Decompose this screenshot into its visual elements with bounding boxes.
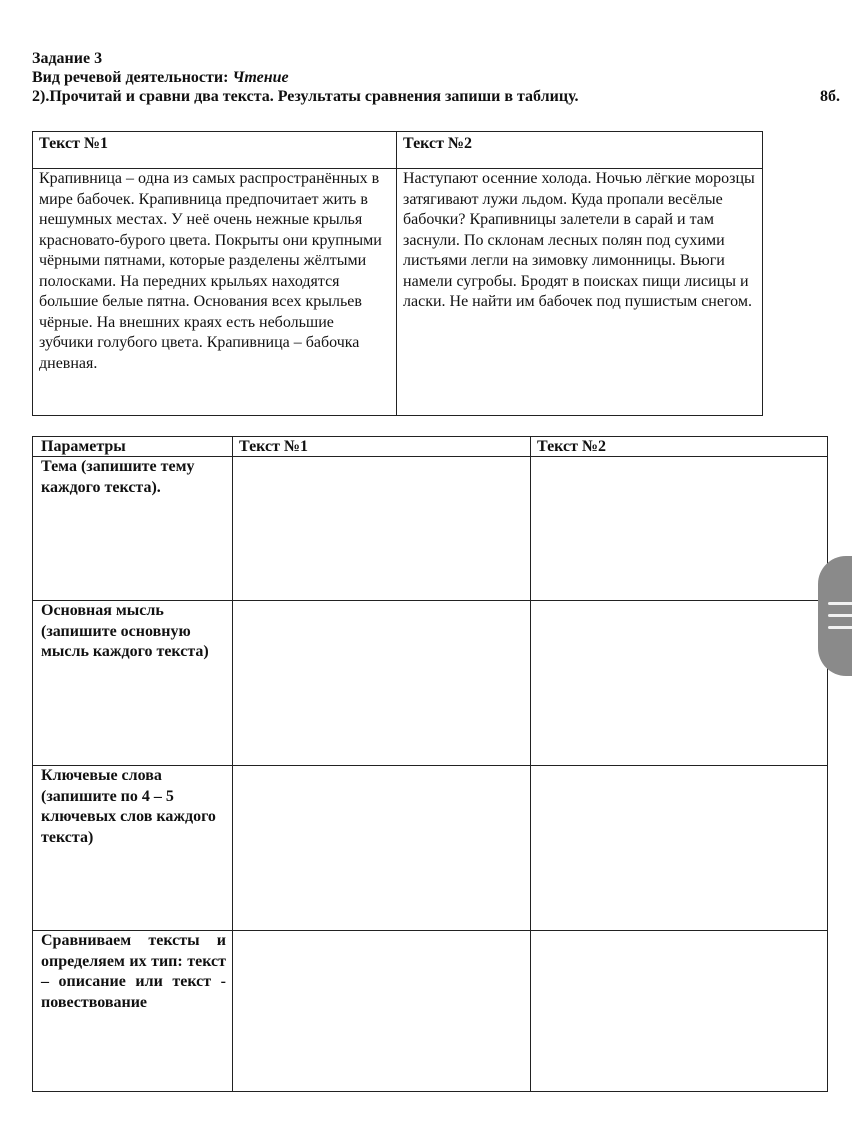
table-row [33, 601, 828, 766]
instruction-text: 2).Прочитай и сравни два текста. Результаты сравнения запиши в таблицу. [32, 88, 579, 105]
answer-cell-type-text1[interactable] [233, 931, 531, 1092]
text1-column-header: Текст №1 [233, 437, 531, 457]
task-header [32, 49, 840, 106]
activity-line [32, 68, 840, 87]
answer-cell-main-idea-text2[interactable] [531, 601, 828, 766]
handle-grip-line [828, 614, 852, 617]
texts-table-header-row [33, 132, 763, 169]
text1-body: Крапивница – одна из самых распространённых в мире бабочек. Крапивница предпочитает жить в нешумных местах. У неё очень нежные крылья красновато-бурого цвета. Покрыты они крупными чёрными пятнами, которые разделены жёлтыми полосками. На передних крыльях находятся большие белые пятна. Основания всех крыльев чёрные. На внешних краях есть небольшие зубчики голубого цвета. Крапивница – бабочка дневная. [33, 169, 397, 416]
texts-table-body-row [33, 169, 763, 416]
param-keywords: Ключевые слова (запишите по 4 – 5 ключевых слов каждого текста) [33, 766, 233, 931]
table-row [33, 766, 828, 931]
answer-cell-topic-text1[interactable] [233, 457, 531, 601]
texts-table [32, 131, 763, 416]
text2-column-header: Текст №2 [531, 437, 828, 457]
answer-cell-keywords-text1[interactable] [233, 766, 531, 931]
comparison-table [32, 436, 828, 1092]
param-main-idea: Основная мысль (запишите основную мысль каждого текста) [33, 601, 233, 766]
side-drag-handle[interactable] [818, 556, 852, 676]
comparison-header-row [33, 437, 828, 457]
table-row [33, 931, 828, 1092]
table-row [33, 457, 828, 601]
activity-label: Вид речевой деятельности: [32, 69, 229, 86]
param-text-type: Сравниваем тексты и определяем их тип: текст – описание или текст - повествование [33, 931, 233, 1092]
param-topic: Тема (запишите тему каждого текста). [33, 457, 233, 601]
answer-cell-type-text2[interactable] [531, 931, 828, 1092]
instruction-line [32, 87, 840, 106]
answer-cell-keywords-text2[interactable] [531, 766, 828, 931]
handle-grip-line [828, 602, 852, 605]
text1-header: Текст №1 [33, 132, 397, 169]
activity-value: Чтение [232, 69, 289, 86]
task-number: Задание 3 [32, 50, 103, 67]
score: 8б. [820, 88, 840, 105]
text2-body: Наступают осенние холода. Ночью лёгкие морозцы затягивают лужи льдом. Куда пропали весёлые бабочки? Крапивницы залетели в сарай и там заснули. По склонам лесных полян под сухими листьями легли на зимовку лимонницы. Вьюги намели сугробы. Бродят в поисках пищи лисицы и ласки. Не найти им бабочек под пушистым снегом. [397, 169, 763, 416]
answer-cell-topic-text2[interactable] [531, 457, 828, 601]
params-header: Параметры [33, 437, 233, 457]
answer-cell-main-idea-text1[interactable] [233, 601, 531, 766]
handle-grip-line [828, 626, 852, 629]
text2-header: Текст №2 [397, 132, 763, 169]
